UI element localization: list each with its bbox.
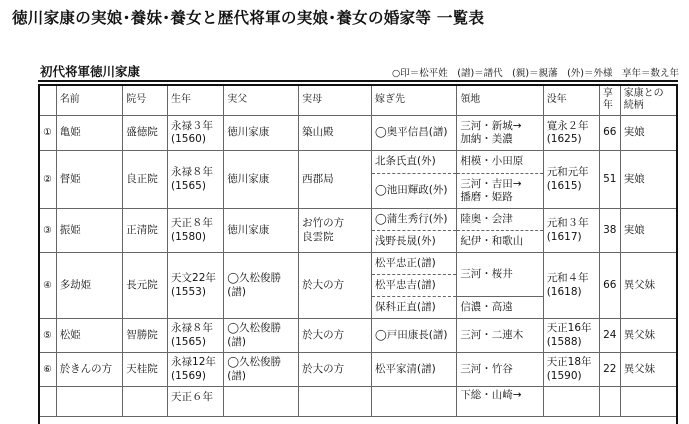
cell-birth: 天正６年 — [168, 387, 224, 417]
cell-age: 66 — [599, 116, 620, 151]
cell-married: ◯蒲生秀行(外) — [371, 209, 456, 231]
header-death: 没年 — [543, 85, 599, 116]
cell-married: 松平忠吉(譜) — [371, 275, 456, 297]
cell-name: 松姫 — [56, 319, 123, 353]
cell-relation: 異父妹 — [620, 319, 677, 353]
cell-name: 督姫 — [56, 151, 123, 209]
page-title: 徳川家康の実娘･養妹･養女と歴代将軍の実娘･養女の婚家等 一覧表 — [12, 9, 485, 27]
cell-married: 松平忠正(譜) — [371, 253, 456, 275]
cell-mother: 於大の方 — [299, 253, 372, 319]
header-married: 嫁ぎ先 — [371, 85, 456, 116]
death-ad: (1588) — [546, 335, 582, 348]
father-line2: (譜) — [227, 335, 246, 348]
cell-married: 松平家清(譜) — [371, 353, 456, 387]
header-name: 名前 — [56, 85, 123, 116]
cell-name: 多劫姫 — [56, 253, 123, 319]
domain-line2: 加納・美濃 — [460, 133, 513, 145]
cell-father: 徳川家康 — [224, 116, 299, 151]
birth-ad: (1560) — [171, 133, 206, 145]
death-ad: (1625) — [546, 133, 582, 145]
birth-ad: (1580) — [171, 230, 206, 243]
cell-mother: 築山殿 — [299, 116, 372, 151]
father-line1: ◯久松俊勝 — [227, 272, 281, 285]
father-line2: (譜) — [227, 285, 246, 298]
death-year: 寛永２年 — [546, 119, 589, 132]
cell-age: 24 — [599, 319, 620, 353]
mother-line1: お竹の方 — [302, 217, 345, 230]
domain-line1: 三河・新城→ — [460, 119, 522, 132]
birth-year: 永禄３年 — [171, 119, 214, 132]
death-year: 元和元年 — [546, 166, 589, 179]
cell-name: 亀姫 — [56, 116, 123, 151]
cell-relation: 異父妹 — [620, 353, 677, 387]
birth-ad: (1565) — [171, 179, 206, 192]
cell-domain: 三河・竹谷 — [457, 353, 543, 387]
death-ad: (1618) — [546, 285, 582, 298]
death-ad: (1615) — [546, 179, 582, 192]
cell-relation: 実娘 — [620, 116, 677, 151]
cell-domain: 相模・小田原 — [457, 151, 543, 174]
section-subtitle: 初代将軍徳川家康 — [40, 64, 141, 79]
cell-name: 振姫 — [56, 209, 123, 253]
cell-married: ◯池田輝政(外) — [371, 174, 456, 209]
cell-ingo: 長元院 — [123, 253, 168, 319]
cell-domain: 下総・山崎→ — [457, 387, 543, 417]
birth-year: 永禄８年 — [171, 322, 214, 335]
cell-domain: 信濃・高遠 — [457, 297, 543, 319]
header-relation-line2: 続柄 — [623, 100, 644, 111]
death-year: 元和３年 — [546, 217, 589, 230]
cell-married: ◯奥平信昌(譜) — [371, 116, 456, 151]
death-ad: (1617) — [546, 230, 582, 243]
birth-year: 天正８年 — [171, 217, 214, 230]
cell-father: 徳川家康 — [224, 209, 299, 253]
death-year: 天正18年 — [546, 356, 592, 369]
cell-married: 保科正直(譜) — [371, 297, 456, 319]
cell-relation: 実娘 — [620, 209, 677, 253]
cell-mother: 於大の方 — [299, 353, 372, 387]
row-number: ③ — [39, 209, 57, 253]
cell-ingo: 盛徳院 — [123, 116, 168, 151]
cell-mother: 於大の方 — [299, 319, 372, 353]
cell-domain: 陸奥・会津 — [457, 209, 543, 231]
death-ad: (1590) — [546, 369, 582, 382]
father-line2: (譜) — [227, 369, 246, 382]
table-frame — [38, 84, 678, 424]
birth-ad: (1553) — [171, 285, 206, 298]
subtitle-rule — [38, 80, 678, 82]
cell-father: 徳川家康 — [224, 151, 299, 209]
birth-ad: (1565) — [171, 335, 206, 348]
row-number: ① — [39, 116, 57, 151]
cell-married: 北条氏直(外) — [371, 151, 456, 174]
cell-relation: 実娘 — [620, 151, 677, 209]
cell-ingo: 智勝院 — [123, 319, 168, 353]
birth-ad: (1569) — [171, 369, 206, 382]
birth-year: 永禄８年 — [171, 166, 214, 179]
domain-line1: 三河・吉田→ — [460, 177, 522, 190]
cell-domain: 三河・二連木 — [457, 319, 543, 353]
cell-ingo: 良正院 — [123, 151, 168, 209]
cell-name: 於きんの方 — [56, 353, 123, 387]
row-number: ④ — [39, 253, 57, 319]
birth-year: 天文22年 — [171, 272, 216, 285]
header-domain: 領地 — [457, 85, 543, 116]
cell-age: 51 — [599, 151, 620, 209]
death-year: 元和４年 — [546, 272, 589, 285]
cell-age: 38 — [599, 209, 620, 253]
header-age-line2: 年 — [602, 100, 613, 111]
row-number: ⑤ — [39, 319, 57, 353]
legend-note: ○印＝松平姓 (譜)＝譜代 (親)＝親藩 (外)＝外様 享年＝数え年 — [391, 68, 679, 79]
header-father: 実父 — [224, 85, 299, 116]
header-ingo: 院号 — [123, 85, 168, 116]
cell-ingo: 正清院 — [123, 209, 168, 253]
cell-ingo: 天桂院 — [123, 353, 168, 387]
cell-relation: 異父妹 — [620, 253, 677, 319]
row-number: ② — [39, 151, 57, 209]
mother-line2: 良雲院 — [302, 230, 334, 243]
birth-year: 永禄12年 — [171, 356, 216, 369]
cell-domain: 紀伊・和歌山 — [457, 231, 543, 253]
header-age-line1: 享 — [602, 87, 613, 99]
header-relation-line1: 家康との — [623, 87, 664, 99]
header-birth: 生年 — [168, 85, 224, 116]
domain-line2: 播磨・姫路 — [460, 191, 513, 203]
cell-age: 22 — [599, 353, 620, 387]
row-number: ⑥ — [39, 353, 57, 387]
cell-married: ◯戸田康長(譜) — [371, 319, 456, 353]
father-line1: ◯久松俊勝 — [227, 356, 281, 369]
cell-married: 浅野長晟(外) — [371, 231, 456, 253]
cell-domain: 三河・桜井 — [457, 253, 543, 297]
death-year: 天正16年 — [546, 322, 592, 335]
cell-age: 66 — [599, 253, 620, 319]
father-line1: ◯久松俊勝 — [227, 322, 281, 335]
header-mother: 実母 — [299, 85, 372, 116]
cell-mother: 西郡局 — [299, 151, 372, 209]
